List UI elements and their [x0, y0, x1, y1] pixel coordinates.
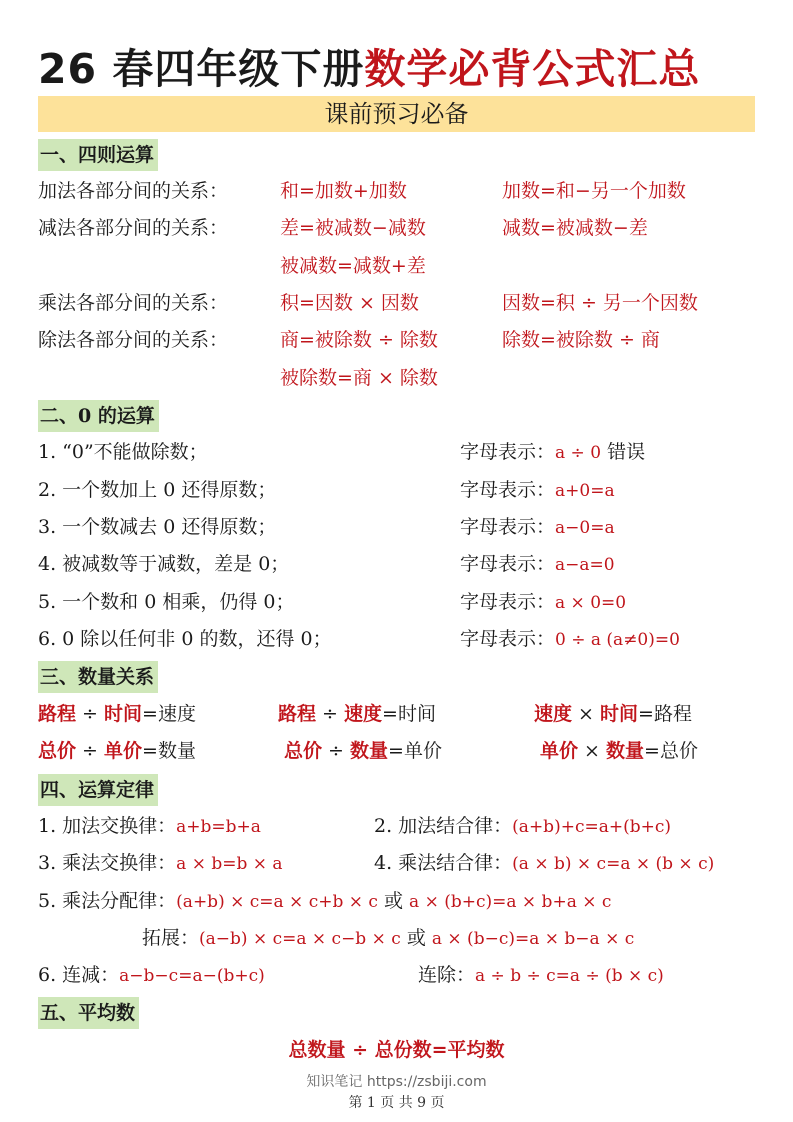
letter-label: [460, 550, 615, 579]
term: 时间: [600, 703, 639, 725]
div-relation-label: 除法各部分间的关系：: [38, 329, 229, 351]
operator: ÷: [76, 703, 105, 725]
letter-label: [460, 588, 626, 617]
operator: ÷: [322, 740, 351, 762]
law-distributive: [38, 887, 611, 916]
letter-label-text: 字母表示：: [460, 591, 556, 613]
letter-label-text: 字母表示：: [460, 516, 556, 538]
zero-rule-3: 3. 一个数减去 0 还得原数；: [38, 516, 277, 538]
letter-label: [460, 476, 615, 505]
result: =数量: [142, 740, 196, 762]
law-label: 5. 乘法分配律：: [38, 890, 177, 912]
law-mul-associative: [374, 849, 714, 878]
zero-formula-2: a+0=a: [555, 481, 615, 501]
law-formula: a × b=b × a: [176, 854, 283, 874]
law-add-associative: [374, 812, 671, 841]
result: =路程: [638, 703, 692, 725]
zero-rule-2: 2. 一个数加上 0 还得原数；: [38, 479, 277, 501]
zero-rule-5: 5. 一个数和 0 相乘，仍得 0；: [38, 591, 295, 613]
operator: ÷: [76, 740, 105, 762]
letter-label: [460, 513, 615, 542]
law-label: 2. 加法结合律：: [374, 815, 513, 837]
term: 时间: [104, 703, 143, 725]
zero-formula-5: a × 0=0: [555, 593, 627, 613]
quantity-formula: [278, 700, 436, 728]
div-formula-1: 商=被除数 ÷ 除数: [280, 329, 438, 351]
term: 单价: [104, 740, 143, 762]
div-formula-2: 除数=被除数 ÷ 商: [502, 329, 660, 351]
law-add-commutative: [38, 812, 261, 841]
mul-formula-2: 因数=积 ÷ 另一个因数: [502, 292, 698, 314]
letter-label-text: 字母表示：: [460, 628, 556, 650]
law-label: 6. 连减：: [38, 964, 120, 986]
law-label: 3. 乘法交换律：: [38, 852, 177, 874]
letter-label-text: 字母表示：: [460, 553, 556, 575]
law-formula: a × (b−c)=a × b−a × c: [431, 929, 635, 949]
add-relation-label: 加法各部分间的关系：: [38, 180, 229, 202]
term: 速度: [534, 703, 573, 725]
term: 数量: [350, 740, 389, 762]
law-label: 拓展：: [142, 927, 200, 949]
term: 路程: [278, 703, 317, 725]
term: 总价: [284, 740, 323, 762]
section-heading-zero: 二、0 的运算: [38, 400, 159, 432]
operator: ×: [572, 703, 601, 725]
quantity-formula: [38, 700, 196, 728]
sub-relation-label: 减法各部分间的关系：: [38, 217, 229, 239]
law-formula: a−b−c=a−(b+c): [119, 966, 265, 986]
section-heading-average: 五、平均数: [38, 997, 139, 1029]
term: 数量: [606, 740, 645, 762]
term: 速度: [344, 703, 383, 725]
law-formula: a × (b+c)=a × b+a × c: [409, 892, 612, 912]
section-heading-quantity: 三、数量关系: [38, 661, 158, 693]
result: =速度: [142, 703, 196, 725]
preview-banner: 课前预习必备: [38, 96, 755, 132]
operator: ÷: [316, 703, 345, 725]
quantity-formula: [540, 737, 698, 765]
add-formula-1: 和=加数+加数: [280, 180, 407, 202]
title-highlight: 数学必背公式汇总: [364, 45, 701, 93]
div-formula-3: 被除数=商 × 除数: [280, 367, 438, 389]
sub-formula-3: 被减数=减数+差: [280, 255, 426, 277]
mul-relation-label: 乘法各部分间的关系：: [38, 292, 229, 314]
zero-formula-1: a ÷ 0: [555, 443, 602, 463]
title-main: 26 春四年级下册: [38, 45, 365, 93]
footer-site: 知识笔记 https://zsbiji.com: [306, 1074, 487, 1090]
term: 单价: [540, 740, 579, 762]
law-formula: (a+b)+c=a+(b+c): [512, 817, 671, 837]
letter-label: [460, 438, 645, 467]
law-formula: (a−b) × c=a × c−b × c: [199, 929, 401, 949]
term: 总价: [38, 740, 77, 762]
law-formula: (a+b) × c=a × c+b × c: [176, 892, 378, 912]
zero-rule-6: 6. 0 除以任何非 0 的数，还得 0；: [38, 628, 332, 650]
mul-formula-1: 积=因数 × 因数: [280, 292, 419, 314]
page-title: [38, 36, 700, 95]
law-continuous-division: [418, 961, 664, 990]
law-label: 连除：: [418, 964, 476, 986]
term: 路程: [38, 703, 77, 725]
zero-formula-3: a−0=a: [555, 518, 615, 538]
average-formula: 总数量 ÷ 总份数=平均数: [288, 1039, 505, 1061]
letter-label: [460, 625, 680, 654]
zero-formula-4: a−a=0: [555, 555, 615, 575]
zero-formula-6: 0 ÷ a (a≠0)=0: [555, 630, 680, 650]
section-heading-laws: 四、运算定律: [38, 774, 158, 806]
add-formula-2: 加数=和−另一个加数: [502, 180, 686, 202]
law-distributive-extension: [142, 924, 634, 953]
result: =总价: [644, 740, 698, 762]
law-formula: a ÷ b ÷ c=a ÷ (b × c): [475, 966, 664, 986]
law-mul-commutative: [38, 849, 283, 878]
zero-formula-1-suffix: 错误: [601, 441, 646, 463]
letter-label-text: 字母表示：: [460, 441, 556, 463]
footer-page-number: 第 1 页 共 9 页: [348, 1095, 445, 1111]
law-label: 4. 乘法结合律：: [374, 852, 513, 874]
law-formula: (a × b) × c=a × (b × c): [512, 854, 715, 874]
or-word: 或: [400, 927, 432, 949]
sub-formula-1: 差=被减数−减数: [280, 217, 426, 239]
law-formula: a+b=b+a: [176, 817, 261, 837]
zero-rule-4: 4. 被减数等于减数，差是 0；: [38, 553, 290, 575]
sub-formula-2: 减数=被减数−差: [502, 217, 648, 239]
quantity-formula: [38, 737, 196, 765]
operator: ×: [578, 740, 607, 762]
law-label: 1. 加法交换律：: [38, 815, 177, 837]
quantity-formula: [534, 700, 692, 728]
section-heading-arithmetic: 一、四则运算: [38, 139, 158, 171]
law-continuous-subtraction: [38, 961, 265, 990]
result: =单价: [388, 740, 442, 762]
letter-label-text: 字母表示：: [460, 479, 556, 501]
or-word: 或: [377, 890, 410, 912]
result: =时间: [382, 703, 436, 725]
zero-rule-1: 1. “0”不能做除数；: [38, 441, 208, 463]
quantity-formula: [284, 737, 442, 765]
